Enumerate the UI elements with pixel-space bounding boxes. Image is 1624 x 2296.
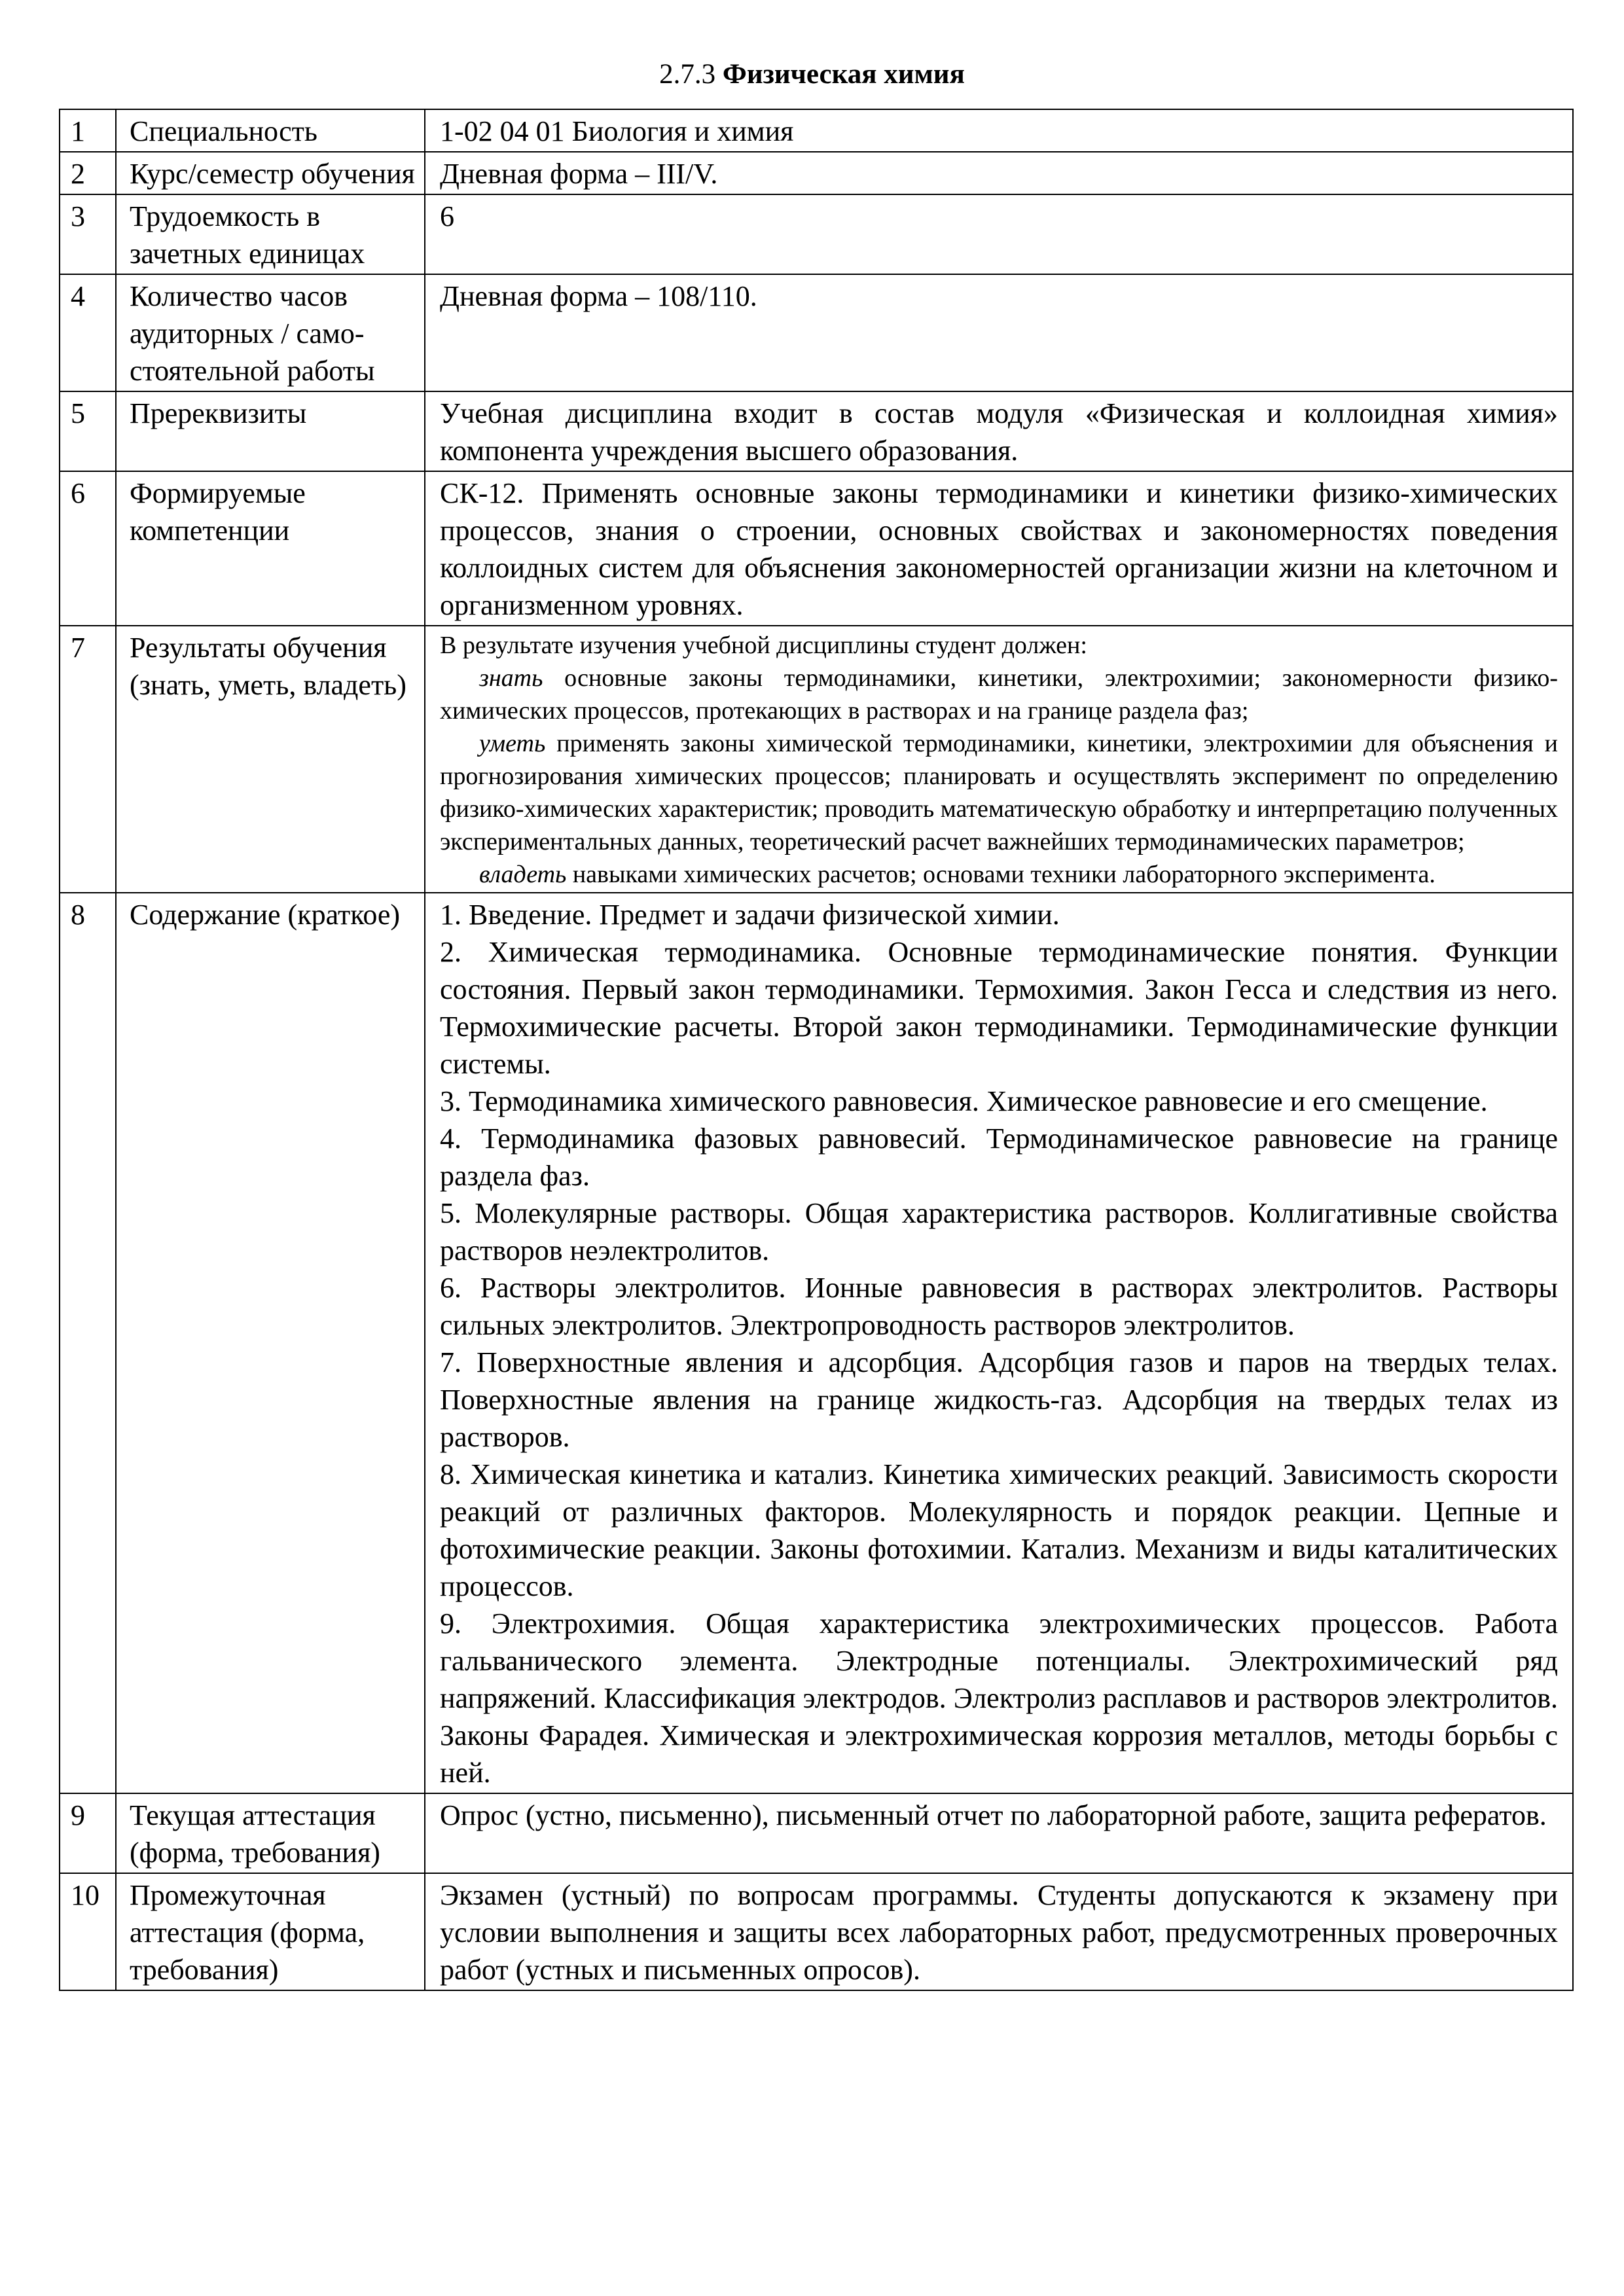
row-label: Результаты обучения (знать, уметь, владеть) — [116, 626, 425, 893]
table-row — [60, 194, 1573, 274]
row-label: Промежуточная аттестация (форма, требования) — [116, 1873, 425, 1990]
table-row — [60, 893, 1573, 1793]
table-row — [60, 1873, 1573, 1990]
outcomes-intro: В результате изучения учебной дисциплины студент должен: — [440, 632, 1087, 659]
row-value — [425, 1793, 1573, 1873]
content-item: 3. Термодинамика химического равновесия. Химическое равновесие и его смещение. — [440, 1085, 1488, 1117]
row-label: Количество часов аудиторных / само-стоятельной работы — [116, 274, 425, 391]
competence-text: СК-12. Применять основные законы термодинамики и кинетики физико-химических процессов, знания о строении, основных свойствах и закономерностях поведения коллоидных систем для объяснения закономерностей организации жизни на клеточном и организменном уровнях. — [440, 477, 1558, 621]
row-value: 1-02 04 01 Биология и химия — [425, 109, 1573, 152]
row-label: Трудоемкость в зачетных единицах — [116, 194, 425, 274]
prerequisites-text: Учебная дисциплина входит в состав модуля «Физическая и коллоидная химия» компонента учреждения высшего образования. — [440, 397, 1558, 467]
row-number: 10 — [60, 1873, 116, 1990]
content-item: 7. Поверхностные явления и адсорбция. Адсорбция газов и паров на твердых телах. Поверхностные явления на границе жидкость-газ. Адсорбция на твердых телах из растворов. — [440, 1346, 1558, 1453]
row-label: Содержание (краткое) — [116, 893, 425, 1793]
content-item: 8. Химическая кинетика и катализ. Кинетика химических реакций. Зависимость скорости реакций от различных факторов. Молекулярность и порядок реакции. Цепные и фотохимические реакции. Законы фотохимии. Катализ. Механизм и виды каталитических процессов. — [440, 1458, 1558, 1602]
row-number: 5 — [60, 391, 116, 471]
syllabus-table — [59, 109, 1574, 1991]
row-value — [425, 391, 1573, 471]
outcome-text: основные законы термодинамики, кинетики, электрохимии; закономерности физико-химических процессов, протекающих в растворах и на границе раздела фаз; — [440, 664, 1558, 725]
row-value — [425, 471, 1573, 626]
current-assessment-text: Опрос (устно, письменно), письменный отчет по лабораторной работе, защита рефератов. — [440, 1799, 1547, 1831]
outcome-can — [440, 727, 1558, 858]
row-label: Специальность — [116, 109, 425, 152]
section-number: 2.7.3 — [659, 59, 716, 90]
table-row — [60, 391, 1573, 471]
discipline-name: Физическая химия — [722, 59, 965, 90]
row-label: Формируемые компетенции — [116, 471, 425, 626]
row-value — [425, 893, 1573, 1793]
table-row — [60, 274, 1573, 391]
row-value — [425, 1873, 1573, 1990]
row-number: 4 — [60, 274, 116, 391]
row-number: 6 — [60, 471, 116, 626]
row-value: 6 — [425, 194, 1573, 274]
content-item: 6. Растворы электролитов. Ионные равновесия в растворах электролитов. Растворы сильных электролитов. Электропроводность растворов электролитов. — [440, 1272, 1558, 1341]
outcome-key: знать — [479, 664, 543, 692]
row-label: Курс/семестр обучения — [116, 152, 425, 194]
row-label: Текущая аттестация (форма, требования) — [116, 1793, 425, 1873]
row-number: 1 — [60, 109, 116, 152]
content-item: 1. Введение. Предмет и задачи физической химии. — [440, 899, 1060, 931]
outcome-master — [440, 858, 1558, 891]
table-row — [60, 471, 1573, 626]
row-value: Дневная форма – 108/110. — [425, 274, 1573, 391]
table-row — [60, 152, 1573, 194]
outcome-know — [440, 662, 1558, 727]
row-number: 8 — [60, 893, 116, 1793]
table-row — [60, 109, 1573, 152]
row-value — [425, 626, 1573, 893]
table-row — [60, 1793, 1573, 1873]
page-title — [0, 58, 1624, 92]
row-number: 9 — [60, 1793, 116, 1873]
content-item: 9. Электрохимия. Общая характеристика электрохимических процессов. Работа гальванического элемента. Электродные потенциалы. Электрохимический ряд напряжений. Классификация электродов. Электролиз расплавов и растворов электролитов. Законы Фарадея. Химическая и электрохимическая коррозия металлов, методы борьбы с ней. — [440, 1607, 1558, 1789]
row-number: 3 — [60, 194, 116, 274]
row-value: Дневная форма – III/V. — [425, 152, 1573, 194]
content-item: 2. Химическая термодинамика. Основные термодинамические понятия. Функции состояния. Первый закон термодинамики. Термохимия. Закон Гесса и следствия из него. Термохимические расчеты. Второй закон термодинамики. Термодинамические функции системы. — [440, 936, 1558, 1080]
outcome-text: навыками химических расчетов; основами техники лабораторного эксперимента. — [566, 861, 1435, 888]
outcome-key: владеть — [479, 861, 567, 888]
row-number: 2 — [60, 152, 116, 194]
table-row — [60, 626, 1573, 893]
row-label: Пререквизиты — [116, 391, 425, 471]
outcome-key: уметь — [479, 730, 546, 757]
content-item: 5. Молекулярные растворы. Общая характеристика растворов. Коллигативные свойства растворов неэлектролитов. — [440, 1197, 1558, 1266]
final-assessment-text: Экзамен (устный) по вопросам программы. Студенты допускаются к экзамену при условии выполнения и защиты всех лабораторных работ, предусмотренных проверочных работ (устных и письменных опросов). — [440, 1879, 1558, 1986]
row-number: 7 — [60, 626, 116, 893]
content-item: 4. Термодинамика фазовых равновесий. Термодинамическое равновесие на границе раздела фаз. — [440, 1122, 1558, 1192]
outcome-text: применять законы химической термодинамики, кинетики, электрохимии для объяснения и прогнозирования химических процессов; планировать и осуществлять эксперимент по определению физико-химических характеристик; проводить математическую обработку и интерпретацию полученных экспериментальных данных, теоретический расчет важнейших термодинамических параметров; — [440, 730, 1558, 855]
